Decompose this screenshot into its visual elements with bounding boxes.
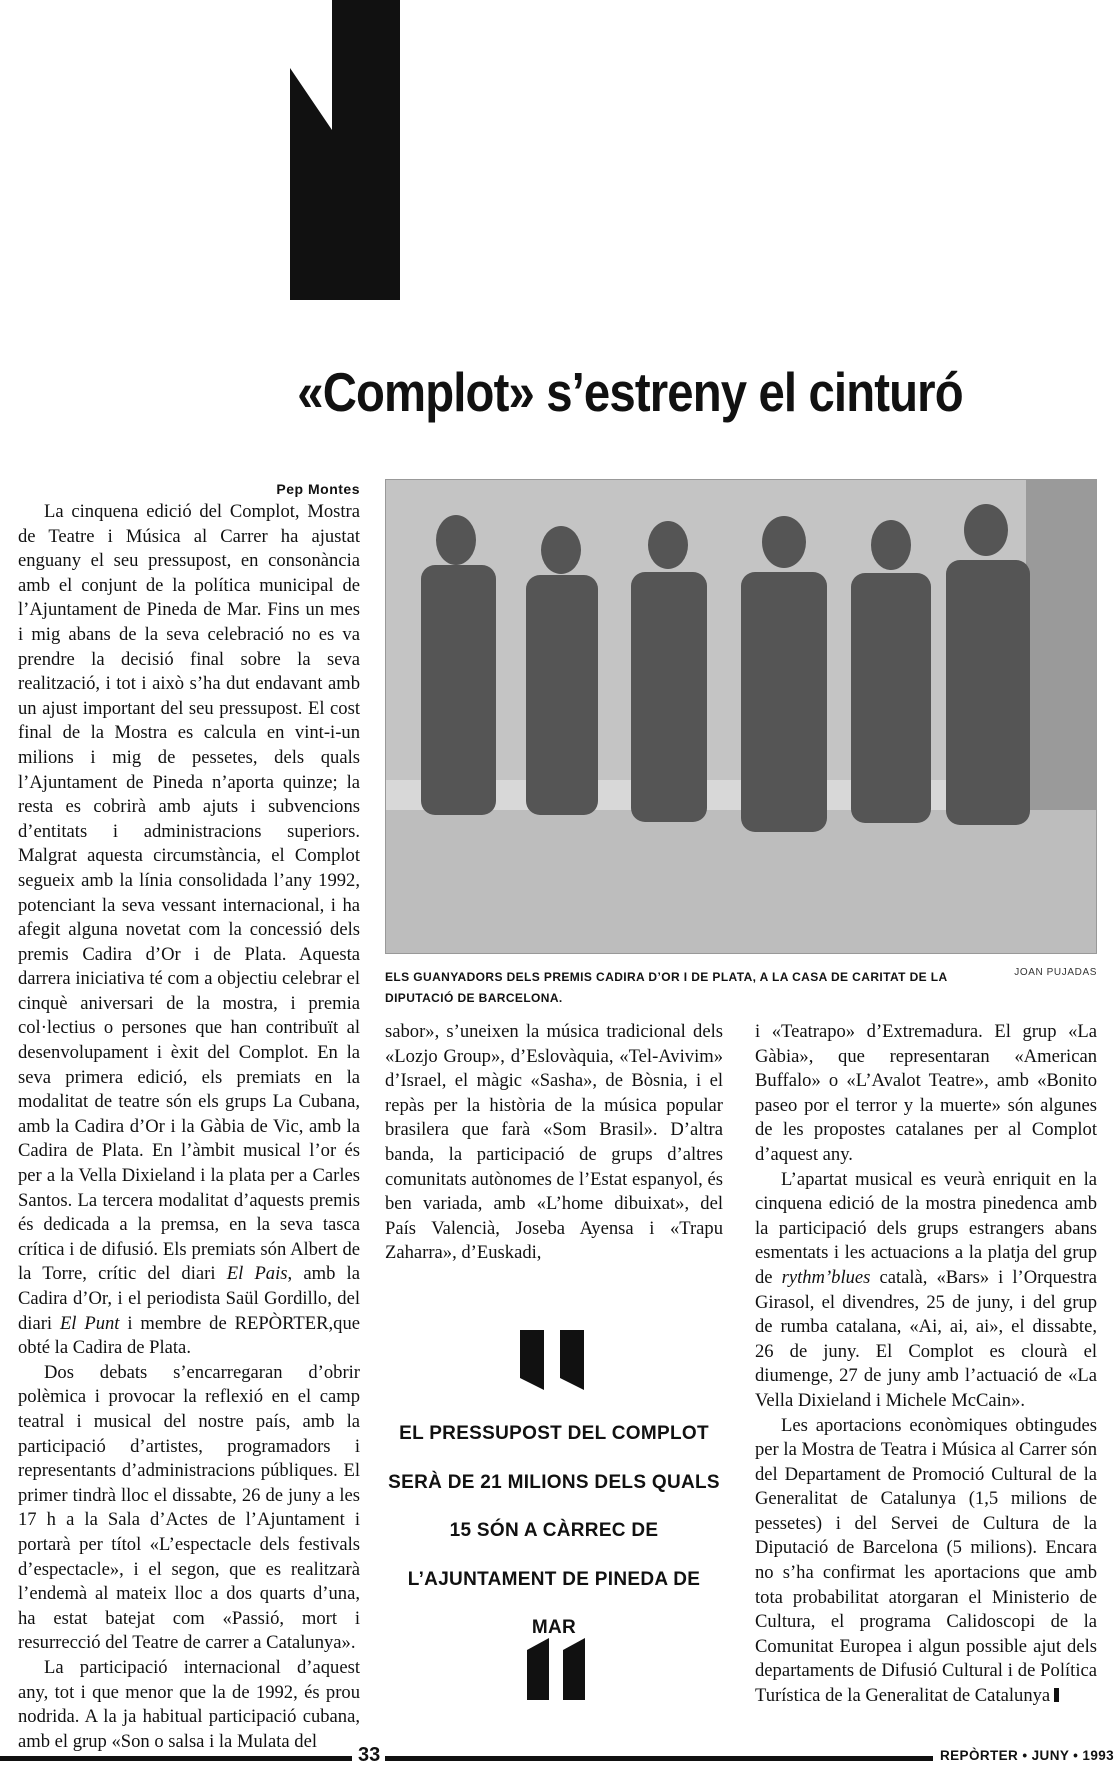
paragraph: Dos debats s’encarregaran d’obrir polèmica i provocar la reflexió en el camp teatral i musical del nostre país, amb la participació d’artistes, programadors i representants d’administracions públiques. El primer tindrà lloc el dissabte, 26 de juny a les 17 h a la Sala d’Actes de l’Ajuntament i portarà per títol «L’espectacle dels festivals d’espectacle», i el segon, que es realitzarà l’endemà al mateix lloc a dos quarts d’una, ha estat batejat com «Passió, mort i resurrecció del Teatre de carrer a Catalunya». (18, 1361, 360, 1654)
paragraph: Les aportacions econòmiques obtingudes per la Mostra de Teatra i Música al Carrer són del Departament de Promoció Cultural de la Generalitat de Catalunya (1,5 milions de pessetes) i del Servei de Cultura de la Diputació de Barcelona (5 milions). Encara no s’ha confirmat les aportacions que amb tota probabilitat atorgaran el Ministerio de Cultura, el programa Calidoscopi de la Comunitat Europea i algun possible ajut dels departaments de Difusió Cultural i de Política Turística de la Generalitat de Catalunya (755, 1414, 1097, 1707)
article-column-1 (18, 479, 360, 1754)
decorative-black-shape (290, 0, 400, 300)
magazine-issue: REPÒRTER • JUNY • 1993 (940, 1748, 1115, 1763)
group-photo (385, 479, 1097, 954)
pull-quote: EL PRESSUPOST DEL COMPLOT SERÀ DE 21 MILIONS DELS QUALS 15 SÓN A CÀRREC DE L’AJUNTAMENT DE PINEDA DE MAR (388, 1423, 720, 1638)
paragraph: sabor», s’uneixen la música tradicional dels «Lozjo Group», d’Eslovàquia, «Tel-Avivim» d’Israel, el màgic «Sasha», de Bòsnia, i el repàs per la història de la música popular brasilera que farà «Som Brasil». D’altra banda, la participació de grups d’altres comunitats autònomes de l’Estat espanyol, és ben variada, amb «L’home dibuixat», del País Valencià, Joseba Ayensa i «Trapu Zaharra», d’Euskadi, (385, 1021, 723, 1264)
article-headline: «Complot» s’estreny el cinturó (297, 361, 963, 423)
photo-credit: JOAN PUJADAS (1014, 967, 1097, 978)
publication-name: El Punt (59, 1312, 120, 1334)
open-quote-icon (520, 1330, 590, 1390)
paragraph: i «Teatrapo» d’Extremadura. El grup «La Gàbia», que representaran «American Buffalo» o «L’Avalot Teatre», amb «Bonito paseo por el terror y la muerte» són algunes de les propostes catalanes per al Complot d’aquest any. (755, 1021, 1097, 1165)
footer-rule-left (0, 1756, 352, 1761)
article-column-2 (385, 1020, 723, 1266)
genre-name: rythm’blues (781, 1266, 871, 1288)
paragraph: La cinquena edició del Complot, Mostra de Teatre i Música al Carrer ha ajustat enguany el seu pressupost, en consonància amb el conjunt de la política municipal de l’Ajuntament de Pineda de Mar. Fins un mes i mig abans de la seva celebració no es va prendre la decisió final sobre la seva realització, i tot i això s’ha dut endavant amb un ajust important del seu pressupost. El cost final de la Mostra es calcula en vint-i-un milions i mig de pessetes, dels quals l’Ajuntament de Pineda n’aporta quinze; la resta es cobrirà amb ajuts i subvencions d’entitats i administracions superiors. Malgrat aquesta circumstància, el Complot segueix amb la línia consolidada l’any 1992, potenciant la seva vessant internacional, i ha afegit alguna novetat com la concessió dels premis Cadira d’Or i de Plata. Aquesta darrera iniciativa té com a objectiu celebrar el cinquè aniversari de la mostra, i premia col·lectius o persones que han contribuït al desenvolupament i èxit del Complot. En la seva primera edició, els premiats en la modalitat de teatre són els grups La Cubana, amb la Cadira d’Or i la Gàbia de Vic, amb la Cadira de Plata. En l’àmbit musical l’or és per a la Vella Dixieland i la plata per a Carles Santos. La tercera modalitat d’aquests premis és dedicada a la premsa, en la seva tasca crítica i de difusió. Els premiats són Albert de la Torre, crític del diari El Pais, amb la Cadira d’Or, i el periodista Saül Gordillo, del diari El Punt i membre de REPÒRTER,que obté la Cadira de Plata. (18, 501, 360, 1359)
photo-caption: ELS GUANYADORS DELS PREMIS CADIRA D’OR I DE PLATA, A LA CASA DE CARITAT DE LA DIPUTACIÓ DE BARCELONA. (385, 970, 948, 1005)
footer-rule-right (385, 1756, 933, 1761)
byline: Pep Montes (276, 481, 360, 497)
article-column-3 (755, 1020, 1097, 1709)
end-of-article-mark (1054, 1688, 1059, 1702)
page-number: 33 (358, 1744, 381, 1766)
photo-illustration (386, 480, 1096, 953)
publication-name: El Pais (226, 1263, 288, 1285)
paragraph: La participació internacional d’aquest any, tot i que menor que la de 1992, és prou nodrida. A la ja habitual participació cubana, amb el grup «Son o salsa i la Mulata del (18, 1656, 360, 1752)
close-quote-icon (527, 1638, 587, 1700)
paragraph: L’apartat musical es veurà enriquit en la cinquena edició de la mostra pinedenca amb la participació dels grups estrangers abans esmentats i les actuacions a la platja del grup de rythm’blues català, «Bars» i l’Orquestra Girasol, el divendres, 25 de juny, i del grup de rumba catalana, «Ai, ai, ai», el dissabte, 26 de juny. El Complot es clourà el diumenge, 27 de juny amb l’actuació de «La Vella Dixieland i Michele McCain». (755, 1168, 1098, 1411)
